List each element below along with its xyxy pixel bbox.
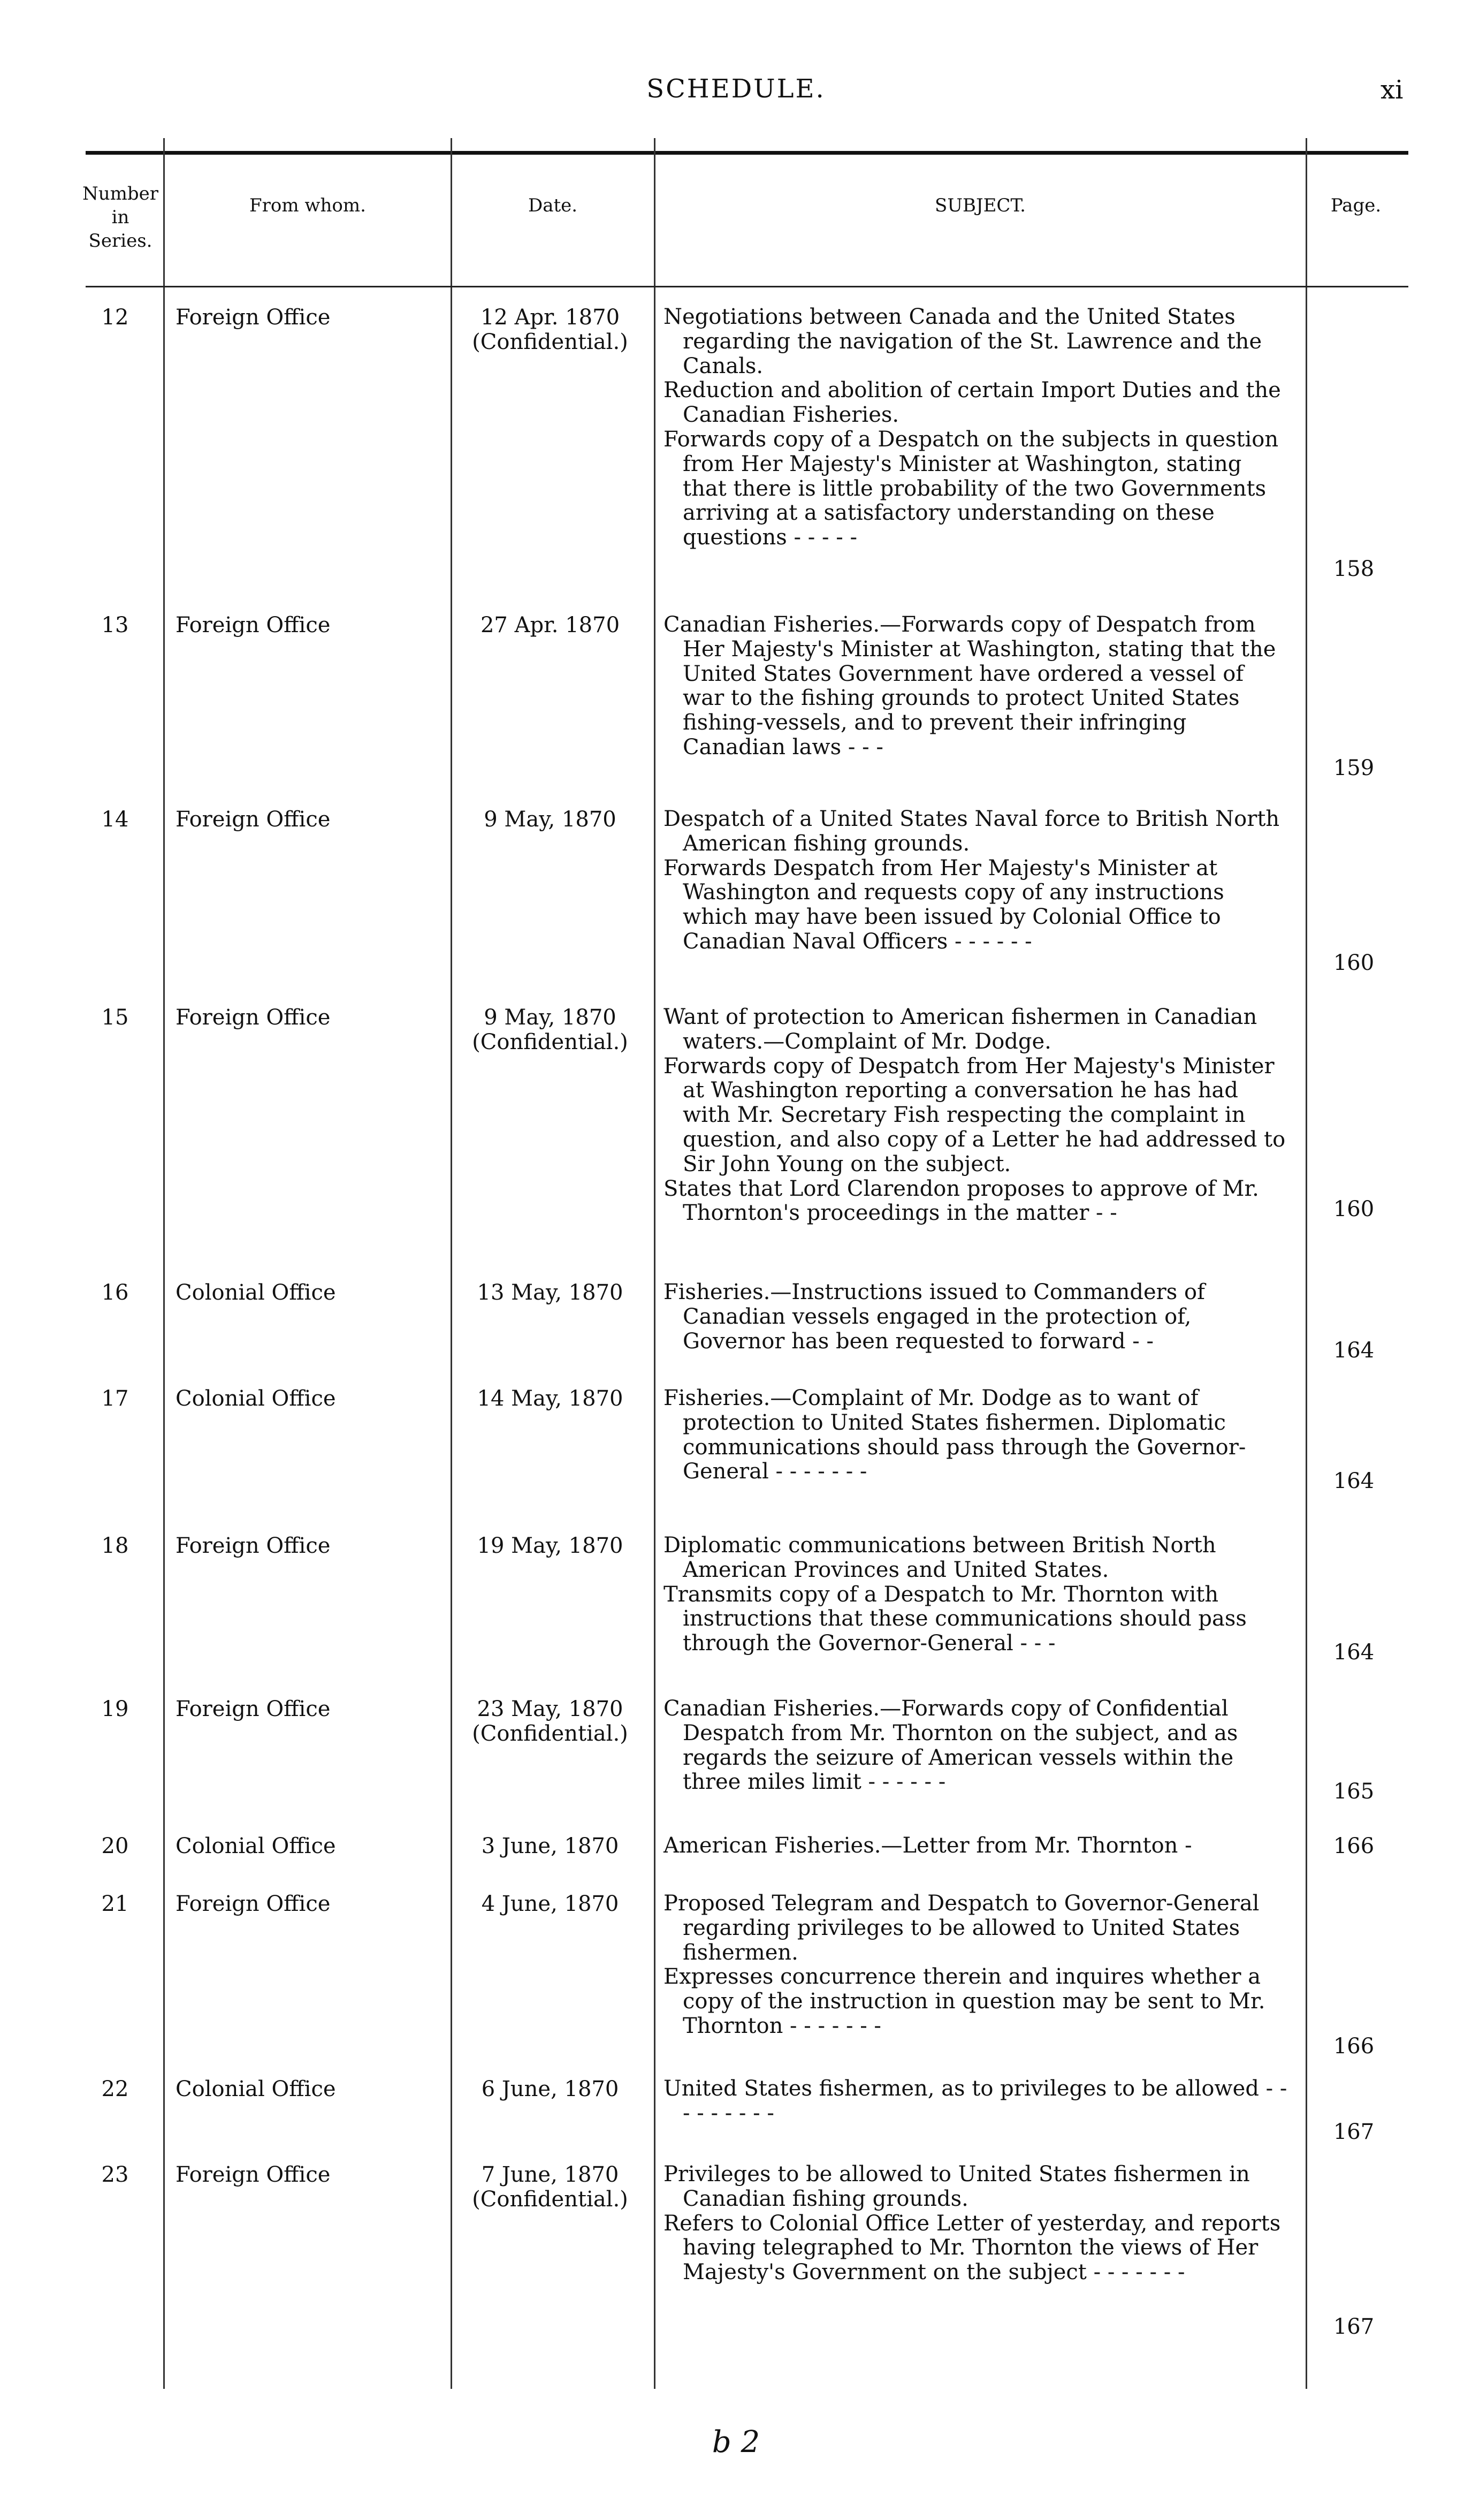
- column-header-number: Number in Series.: [82, 183, 159, 252]
- entry-date: 9 May, 1870: [484, 807, 616, 832]
- entry-date: 12 Apr. 1870 (Confidential.): [472, 305, 628, 354]
- entry-number: 21: [101, 1892, 129, 1916]
- entry-from: Colonial Office: [176, 1834, 336, 1858]
- entry-from: Foreign Office: [176, 1697, 331, 1721]
- entry-page-ref: 160: [1333, 951, 1375, 975]
- entry-from: Colonial Office: [176, 2077, 336, 2101]
- entry-page-ref: 160: [1333, 1197, 1375, 1221]
- entry-date: 9 May, 1870 (Confidential.): [472, 1005, 628, 1054]
- entry-page-ref: 166: [1333, 1834, 1375, 1858]
- column-header-page: Page.: [1330, 195, 1382, 216]
- entry-from: Colonial Office: [176, 1386, 336, 1411]
- column-header-date: Date.: [528, 195, 578, 216]
- entry-subject: [663, 1005, 1291, 1226]
- entry-page-ref: 165: [1333, 1779, 1375, 1804]
- top-rule: [86, 151, 1408, 155]
- entry-number: 17: [101, 1386, 129, 1411]
- entry-number: 16: [101, 1280, 129, 1305]
- entry-from: Foreign Office: [176, 1005, 331, 1030]
- entry-subject: [663, 1280, 1291, 1354]
- entry-from: Foreign Office: [176, 305, 331, 330]
- subject-paragraph: United States fishermen, as to privileges to be allowed - - - - - - - - -: [663, 2076, 1287, 2126]
- column-divider: [654, 138, 655, 2389]
- subject-paragraph: Privileges to be allowed to United States fishermen in Canadian fishing grounds.: [663, 2162, 1250, 2211]
- entry-date: 14 May, 1870: [477, 1386, 623, 1411]
- subject-paragraph: Fisheries.—Instructions issued to Commanders of Canadian vessels engaged in the protection of, Governor has been requested to forward - -: [663, 1280, 1205, 1354]
- subject-paragraph: States that Lord Clarendon proposes to approve of Mr. Thornton's proceedings in the matter - -: [663, 1176, 1259, 1226]
- entry-page-ref: 159: [1333, 756, 1375, 780]
- entry-number: 15: [101, 1005, 129, 1030]
- entry-number: 14: [101, 807, 129, 832]
- entry-from: Foreign Office: [176, 807, 331, 832]
- entry-page-ref: 164: [1333, 1640, 1375, 1665]
- entry-date: 27 Apr. 1870: [480, 613, 620, 637]
- subject-paragraph: Negotiations between Canada and the United States regarding the navigation of the St. Lawrence and the Canals.: [663, 305, 1262, 378]
- subject-paragraph: Proposed Telegram and Despatch to Governor-General regarding privileges to be allowed to United States fishermen.: [663, 1891, 1260, 1965]
- entry-page-ref: 158: [1333, 557, 1375, 581]
- entry-date: 6 June, 1870: [481, 2077, 619, 2101]
- entry-date: 19 May, 1870: [477, 1534, 623, 1558]
- entry-from: Foreign Office: [176, 1534, 331, 1558]
- entry-subject: [663, 1697, 1291, 1795]
- entry-number: 12: [101, 305, 129, 330]
- entry-number: 23: [101, 2162, 129, 2187]
- entry-page-ref: 167: [1333, 2120, 1375, 2144]
- entry-from: Foreign Office: [176, 2162, 331, 2187]
- entry-subject: [663, 2077, 1291, 2126]
- column-header-from: From whom.: [249, 195, 366, 216]
- subject-paragraph: American Fisheries.—Letter from Mr. Thornton -: [663, 1833, 1192, 1858]
- column-divider: [451, 138, 452, 2389]
- subject-paragraph: Despatch of a United States Naval force to British North American fishing grounds.: [663, 807, 1280, 856]
- entry-subject: [663, 305, 1291, 550]
- header-rule: [86, 286, 1408, 287]
- page-title: SCHEDULE.: [646, 74, 826, 104]
- column-header-subject: SUBJECT.: [935, 195, 1026, 216]
- entry-date: 13 May, 1870: [477, 1280, 623, 1305]
- entry-number: 13: [101, 613, 129, 637]
- entry-from: Foreign Office: [176, 1892, 331, 1916]
- entry-date: 4 June, 1870: [481, 1892, 619, 1916]
- column-divider: [163, 138, 165, 2389]
- entry-number: 22: [101, 2077, 129, 2101]
- subject-paragraph: Refers to Colonial Office Letter of yesterday, and reports having telegraphed to Mr. Thornton the views of Her Majesty's Government on the subject - - - - - - -: [663, 2211, 1281, 2285]
- subject-paragraph: Forwards copy of a Despatch on the subjects in question from Her Majesty's Minister at Washington, stating that there is little probability of the two Governments arriving at a satisfactory understanding on these questions - - - - -: [663, 427, 1279, 550]
- entry-from: Foreign Office: [176, 613, 331, 637]
- page-number: xi: [1381, 75, 1404, 105]
- entry-subject: [663, 807, 1291, 954]
- subject-paragraph: Forwards Despatch from Her Majesty's Minister at Washington and requests copy of any instructions which may have been issued by Colonial Office to Canadian Naval Officers - - - - - -: [663, 855, 1224, 954]
- entry-date: 23 May, 1870 (Confidential.): [472, 1697, 628, 1746]
- entry-page-ref: 166: [1333, 2034, 1375, 2059]
- entry-number: 20: [101, 1834, 129, 1858]
- entry-date: 3 June, 1870: [481, 1834, 619, 1858]
- entry-number: 18: [101, 1534, 129, 1558]
- subject-paragraph: Forwards copy of Despatch from Her Majesty's Minister at Washington reporting a conversation he has had with Mr. Secretary Fish respecting the complaint in question, and also copy of a Letter he had addressed to Sir John Young on the subject.: [663, 1053, 1286, 1176]
- entry-subject: [663, 613, 1291, 760]
- entry-subject: [663, 2162, 1291, 2285]
- folio-mark: b 2: [712, 2425, 760, 2460]
- subject-paragraph: Diplomatic communications between British North American Provinces and United States.: [663, 1533, 1216, 1582]
- subject-paragraph: Canadian Fisheries.—Forwards copy of Confidential Despatch from Mr. Thornton on the subject, and as regards the seizure of American vessels within the three miles limit - - - - - -: [663, 1696, 1238, 1795]
- subject-paragraph: Expresses concurrence therein and inquires whether a copy of the instruction in question may be sent to Mr. Thornton - - - - - - -: [663, 1964, 1265, 2038]
- subject-paragraph: Canadian Fisheries.—Forwards copy of Despatch from Her Majesty's Minister at Washington, stating that the United States Government have ordered a vessel of war to the fishing grounds to protect United States fishing-vessels, and to prevent their infringing Canadian laws - - -: [663, 612, 1276, 760]
- subject-paragraph: Fisheries.—Complaint of Mr. Dodge as to want of protection to United States fishermen. Diplomatic communications should pass through the Governor-General - - - - - - -: [663, 1386, 1246, 1484]
- entry-page-ref: 167: [1333, 2314, 1375, 2339]
- entry-date: 7 June, 1870 (Confidential.): [472, 2162, 628, 2212]
- entry-from: Colonial Office: [176, 1280, 336, 1305]
- subject-paragraph: Want of protection to American fishermen in Canadian waters.—Complaint of Mr. Dodge.: [663, 1005, 1257, 1054]
- subject-paragraph: Reduction and abolition of certain Import Duties and the Canadian Fisheries.: [663, 378, 1281, 428]
- entry-subject: [663, 1892, 1291, 2039]
- entry-page-ref: 164: [1333, 1469, 1375, 1493]
- entry-subject: [663, 1534, 1291, 1656]
- column-divider: [1306, 138, 1307, 2389]
- entry-subject: [663, 1386, 1291, 1484]
- entry-number: 19: [101, 1697, 129, 1721]
- entry-page-ref: 164: [1333, 1338, 1375, 1363]
- entry-subject: [663, 1834, 1291, 1858]
- subject-paragraph: Transmits copy of a Despatch to Mr. Thornton with instructions that these communications should pass through the Governor-General - - -: [663, 1582, 1247, 1656]
